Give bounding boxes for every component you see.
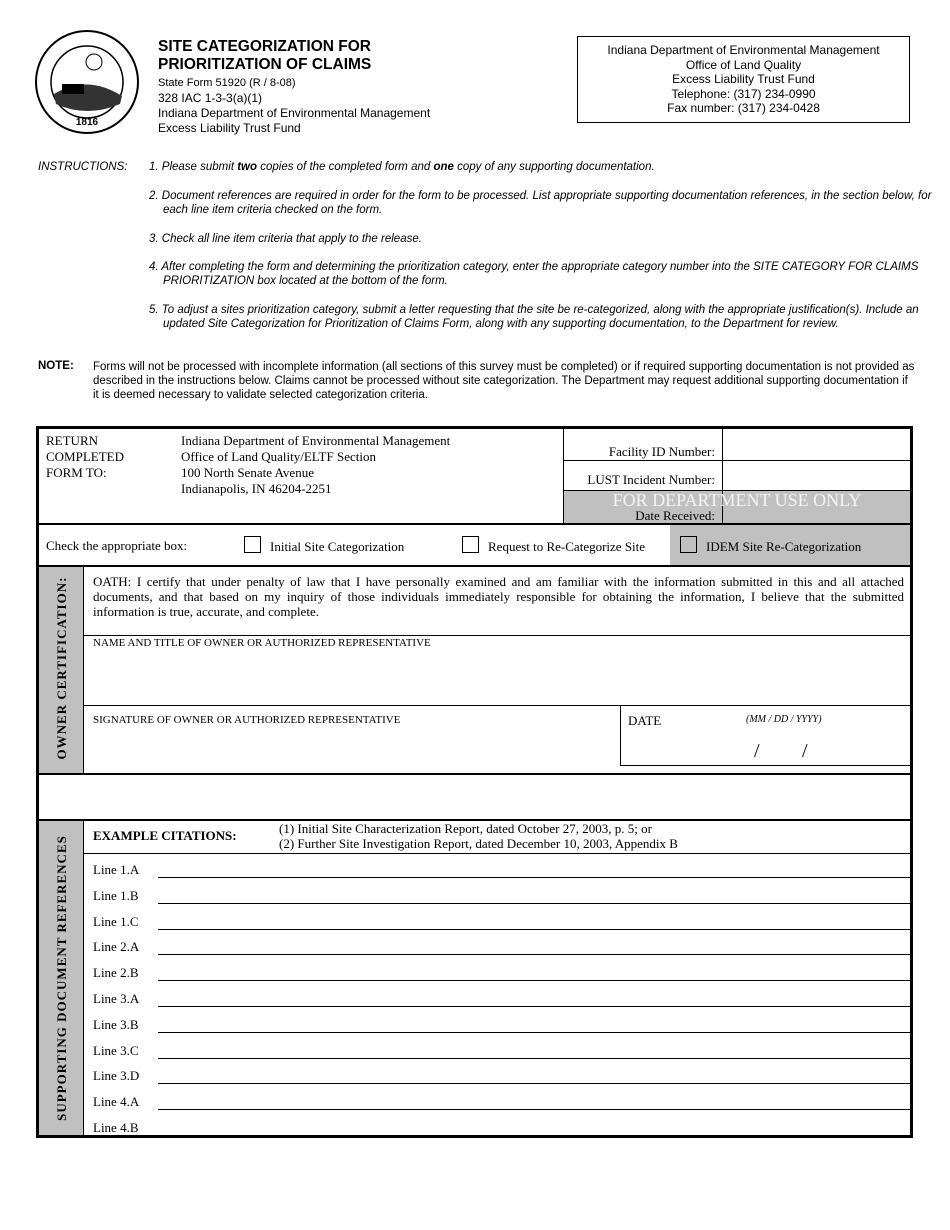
reference-line-label: Line 1.A [93,862,140,877]
form-subtitle [158,76,430,136]
note-label: NOTE: [38,360,74,372]
reference-line-label: Line 4.B [93,1120,139,1135]
reference-line-label: Line 1.C [93,913,139,929]
reference-line-input[interactable] [158,1083,910,1084]
reference-line-label: Line 4.A [93,1094,140,1110]
recategorize-request-checkbox[interactable] [462,536,479,553]
reference-line-input[interactable] [158,980,910,981]
reference-line-label: Line 3.C [93,1042,139,1058]
department-use-watermark: FOR DEPARTMENT USE ONLY [612,490,862,510]
example-citations: (1) Initial Site Characterization Report, dated October 27, 2003, p. 5; or (2) Further Site Investigation Report, dated December 10, 2003, Appendix B [279,821,678,851]
signature-input[interactable] [85,730,619,772]
reference-line-input[interactable] [158,1058,910,1059]
svg-text:1816: 1816 [75,117,99,128]
date-label: DATE [628,713,662,728]
reference-line-label: Line 1.B [93,887,139,903]
contact-line: Office of Land Quality [685,57,802,72]
return-address: Indiana Department of Environmental Management Office of Land Quality/ELTF Section 100 North Senate Avenue Indianapolis, IN 46204-2251 [181,433,451,496]
oath-text: OATH: I certify that under penalty of law that I have personally examined and am familiar with the information submitted in this and all attached documents, and that based on my inquiry of those individuals immediately responsible for obtaining the information, I believe that the submitted information is true, accurate, and complete. [93,574,904,619]
reference-line-label: Line 2.B [93,965,139,981]
instruction-3: 3. Check all line item criteria that apply to the release. [149,233,422,245]
date-format-hint: (MM / DD / YYYY) [746,714,822,725]
initial-categorization-label: Initial Site Categorization [270,539,405,554]
supporting-references-label: SUPPORTING DOCUMENT REFERENCES [54,835,69,1121]
reference-line-input[interactable] [158,903,910,904]
name-title-label: NAME AND TITLE OF OWNER OR AUTHORIZED REPRESENTATIVE [93,637,431,649]
idem-recategorization-label: IDEM Site Re-Categorization [706,539,862,554]
instructions-label: INSTRUCTIONS: [38,161,128,173]
name-title-input[interactable] [85,652,909,704]
instruction-2: 2. Document references are required in order for the form to be processed. List appropriate supporting documentation references, in the section below, for each line item criteria checked on the form. [149,190,932,216]
facility-id-label: Facility ID Number: [608,444,715,459]
reference-line-input[interactable] [158,929,910,930]
date-received-label: Date Received: [635,508,715,523]
date-input[interactable] [622,735,910,763]
reference-line-input[interactable] [158,1032,910,1033]
facility-id-input[interactable] [724,430,910,459]
date-separator: / [754,740,760,762]
form-fund: Excess Liability Trust Fund [158,121,301,135]
contact-line: Indiana Department of Environmental Management [607,43,880,57]
reference-line-input[interactable] [158,1109,910,1110]
contact-box [577,36,910,123]
form-agency: Indiana Department of Environmental Management [158,106,431,120]
contact-line: Fax number: (317) 234-0428 [667,101,820,115]
reference-line-input[interactable] [158,1006,910,1007]
date-separator: / [802,740,808,762]
owner-certification-label: OWNER CERTIFICATION: [54,576,69,760]
reference-line-label: Line 3.A [93,991,140,1006]
instruction-4: 4. After completing the form and determining the prioritization category, enter the appropriate category number into the SITE CATEGORY FOR CLAIMS PRIORITIZATION box located at the bottom of the form. [149,261,919,287]
idem-recategorization-checkbox[interactable] [680,536,697,553]
indiana-state-seal-icon [34,24,140,142]
instruction-1: 1. Please submit two copies of the completed form and one copy of any supporting documentation. [149,161,655,173]
contact-line: Excess Liability Trust Fund [672,72,815,86]
reference-line-input[interactable] [158,877,910,878]
example-citations-label: EXAMPLE CITATIONS: [93,828,237,843]
check-box-label: Check the appropriate box: [46,538,188,553]
reference-line-label: Line 3.B [93,1016,139,1032]
reference-line-label: Line 2.A [93,939,140,955]
reference-line-input[interactable] [158,954,910,955]
recategorize-request-label: Request to Re-Categorize Site [488,539,646,554]
note-text: Forms will not be processed with incomplete information (all sections of this survey must be completed) or if required supporting documentation is not provided as described in the instructions below. Claims cannot be processed without site categorization. The Department may request additional supporting documentation if it is deemed necessary to validate selected categorization criteria. [93,361,915,401]
lust-incident-input[interactable] [724,461,910,489]
lust-incident-label: LUST Incident Number: [587,472,715,487]
form-title: SITE CATEGORIZATION FOR PRIORITIZATION OF CLAIMS [158,38,372,73]
reference-line-label: Line 3.D [93,1068,140,1084]
initial-categorization-checkbox[interactable] [244,536,261,553]
form-number: State Form 51920 (R / 8-08) [158,77,296,89]
instruction-5: 5. To adjust a sites prioritization category, submit a letter requesting that the site be re-categorized, along with the appropriate justification(s). Include an updated Site Categorization for Prioritization of Claims Form, along with any supporting documentation, to the Department for review. [149,304,919,330]
return-label: RETURN COMPLETED FORM TO: [46,433,124,480]
contact-line: Telephone: (317) 234-0990 [671,86,816,101]
signature-label: SIGNATURE OF OWNER OR AUTHORIZED REPRESENTATIVE [93,714,401,726]
form-rule: 328 IAC 1-3-3(a)(1) [158,91,263,105]
